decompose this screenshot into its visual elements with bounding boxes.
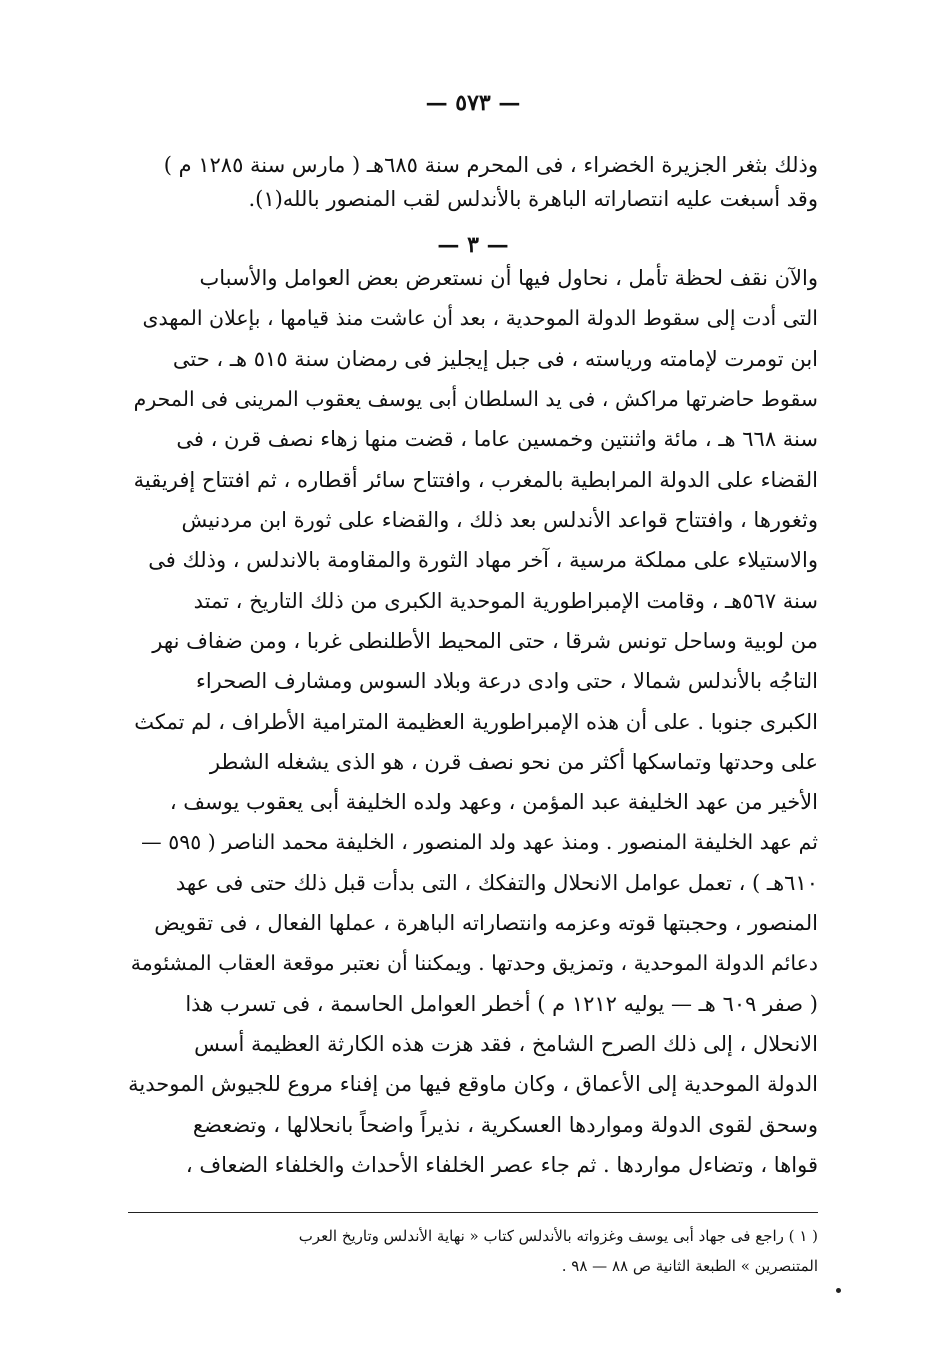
page-number: — ٥٧٣ — <box>425 90 521 116</box>
text-line: والاستيلاء على مملكة مرسية ، آخر مهاد الثورة والمقاومة بالاندلس ، وذلك فى <box>148 548 818 572</box>
text-line: ثم عهد الخليفة المنصور . ومنذ عهد ولد المنصور ، الخليفة محمد الناصر ( ٥٩٥ — <box>141 830 818 854</box>
text-line: المنصور ، وحجبتها قوته وعزمه وانتصاراته الباهرة ، عملها الفعال ، فى تقويض <box>154 911 818 935</box>
text-line: سنة ٦٦٨ هـ ، مائة واثنتين وخمسين عاما ، قضت منها زهاء نصف قرن ، فى <box>176 427 818 451</box>
footnote-line: ( ١ ) راجع فى جهاد أبى يوسف وغزواته بالأندلس كتاب « نهاية الأندلس وتاريخ العرب <box>298 1227 818 1245</box>
text-line: قواها ، وتضاءل مواردها . ثم جاء عصر الخلفاء الأحداث والخلفاء الضعاف ، <box>185 1153 818 1177</box>
ink-dot <box>836 1288 841 1293</box>
text-line: دعائم الدولة الموحدية ، وتمزيق وحدتها . ويمكننا أن نعتبر موقعة العقاب المشئومة <box>130 951 818 975</box>
text-line: القضاء على الدولة المرابطية بالمغرب ، وافتتاح سائر أقطاره ، ثم افتتاح إفريقية <box>133 468 818 492</box>
text-line: ( صفر ٦٠٩ هـ — يوليه ١٢١٢ م ) أخطر العوامل الحاسمة ، فى تسرب هذا <box>185 992 818 1016</box>
text-line: سنة ٥٦٧هـ ، وقامت الإمبراطورية الموحدية الكبرى من ذلك التاريخ ، تمتد <box>193 589 818 613</box>
text-line: الدولة الموحدية إلى الأعماق ، وكان ماوقع فيها من إفناء مروع للجيوش الموحدية <box>128 1072 818 1096</box>
text-line: على وحدتها وتماسكها أكثر من نحو نصف قرن ، هو الذى يشغله الشطر <box>209 750 818 774</box>
section-number: — ٣ — <box>437 232 509 258</box>
footnote-divider <box>128 1212 818 1213</box>
text-line: سقوط حاضرتها مراكش ، فى يد السلطان أبى يوسف يعقوب المرينى فى المحرم <box>133 387 818 411</box>
text-line: والآن نقف لحظة تأمل ، نحاول فيها أن نستعرض بعض العوامل والأسباب <box>199 266 818 290</box>
text-line: ٦١٠هـ ) ، تعمل عوامل الانحلال والتفكك ، التى بدأت قبل ذلك حتى فى عهد <box>175 871 818 895</box>
text-line: الانحلال ، إلى ذلك الصرح الشامخ ، فقد هزت هذه الكارثة العظيمة أسس <box>194 1032 818 1056</box>
text-line: من لوبية وساحل تونس شرقا ، حتى المحيط الأطلنطى غربا ، ومن ضفاف نهر <box>152 629 818 653</box>
text-line: وقد أسبغت عليه انتصاراته الباهرة بالأندلس لقب المنصور بالله(١). <box>248 187 818 211</box>
text-line: الأخير من عهد الخليفة عبد المؤمن ، وعهد ولده الخليفة أبى يعقوب يوسف ، <box>169 790 818 814</box>
text-line: الكبرى جنوبا . على أن هذه الإمبراطورية العظيمة المترامية الأطراف ، لم تمكث <box>134 710 818 734</box>
text-line: وثغورها ، وافتتاح قواعد الأندلس بعد ذلك ، والقضاء على ثورة ابن مردنيش <box>181 508 818 532</box>
text-line: التاجُه بالأندلس شمالا ، حتى وادى درعة وبلاد السوس ومشارف الصحراء <box>195 669 818 693</box>
text-line: وذلك بثغر الجزيرة الخضراء ، فى المحرم سنة ٦٨٥هـ ( مارس سنة ١٢٨٥ م ) <box>163 153 818 177</box>
footnote-line: المتنصرين » الطبعة الثانية ص ٨٨ — ٩٨ . <box>561 1257 818 1275</box>
text-line: وسحق لقوى الدولة ومواردها العسكرية ، نذيراً واضحاً بانحلالها ، وتضعضع <box>192 1113 818 1137</box>
text-line: التى أدت إلى سقوط الدولة الموحدية ، بعد أن عاشت منذ قيامها ، بإعلان المهدى <box>142 306 818 330</box>
text-line: ابن تومرت لإمامته ورياسته ، فى جبل إيجليز فى رمضان سنة ٥١٥ هـ ، حتى <box>172 347 818 371</box>
